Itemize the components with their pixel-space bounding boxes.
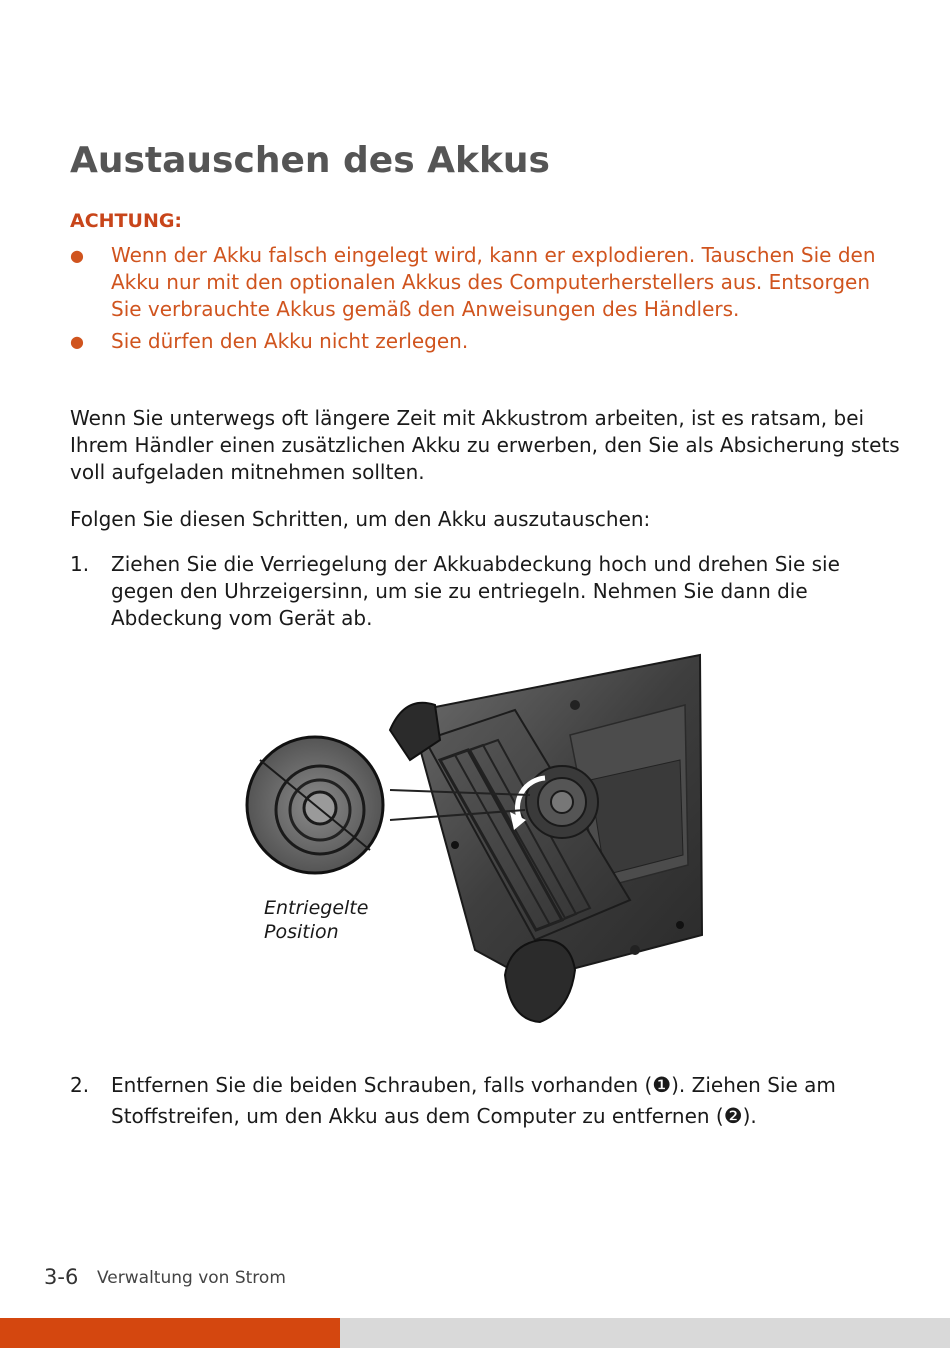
- intro-paragraph: Wenn Sie unterwegs oft längere Zeit mit Akkustrom arbeiten, ist es ratsam, bei Ihrem Händler einen zusätzlichen Akku zu erwerben, den Sie als Absicherung stets voll aufgeladen mitnehmen sollten.: [70, 406, 900, 484]
- steps-intro: Folgen Sie diesen Schritten, um den Akku auszutauschen:: [70, 507, 651, 531]
- step-2: [70, 1070, 900, 1132]
- step-text: Ziehen Sie die Verriegelung der Akkuabdeckung hoch und drehen Sie sie gegen den Uhrzeigersinn, um sie zu entriegeln. Nehmen Sie dann die Abdeckung vom Gerät ab.: [111, 552, 840, 630]
- warning-item-text: Sie dürfen den Akku nicht zerlegen.: [111, 329, 469, 353]
- caption-line: Entriegelte: [264, 897, 369, 919]
- step-number: 2.: [70, 1073, 90, 1097]
- corner-bumper: [505, 940, 575, 1022]
- warning-heading: ACHTUNG:: [70, 210, 183, 232]
- warning-item: [70, 328, 900, 355]
- battery-cover-illustration: [240, 650, 710, 1040]
- step-number: 1.: [70, 552, 90, 576]
- figure-caption: [264, 896, 368, 944]
- warning-item: [70, 242, 900, 323]
- step-text: Entfernen Sie die beiden Schrauben, falls vorhanden (❶). Ziehen Sie am Stoffstreifen, um den Akku aus dem Computer zu entfernen (❷).: [111, 1073, 836, 1128]
- caption-line: Position: [264, 921, 339, 943]
- footer-gray-bar: [340, 1318, 950, 1348]
- callout-2-icon: ❷: [723, 1104, 743, 1128]
- warning-item-text: Wenn der Akku falsch eingelegt wird, kann er explodieren. Tauschen Sie den Akku nur mit den optionalen Akkus des Computerherstellers aus. Entsorgen Sie verbrauchte Akkus gemäß den Anweisungen des Händlers.: [111, 243, 876, 321]
- page-number: 3-6: [44, 1265, 79, 1289]
- callout-1-icon: ❶: [652, 1073, 672, 1097]
- bullet-icon: ●: [70, 332, 84, 351]
- footer-section-title: Verwaltung von Strom: [97, 1268, 286, 1288]
- warning-list: [70, 242, 900, 360]
- page-title: Austauschen des Akkus: [70, 140, 550, 181]
- bullet-icon: ●: [70, 246, 84, 265]
- step-1: [70, 551, 900, 632]
- footer-accent-bar: [0, 1318, 340, 1348]
